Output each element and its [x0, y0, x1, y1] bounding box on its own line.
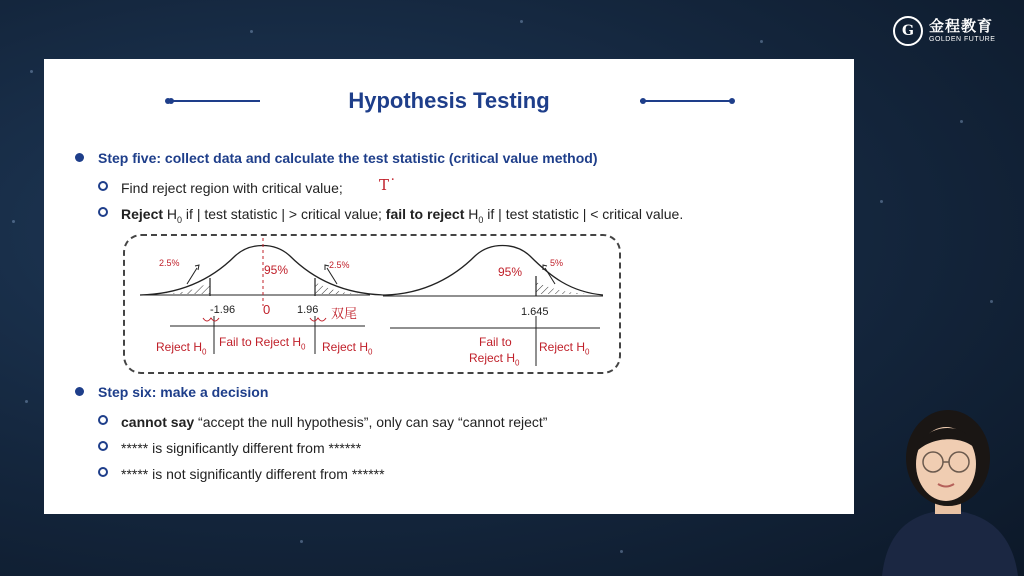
background-star: [760, 40, 763, 43]
step-five-item-1: Find reject region with critical value;: [121, 180, 343, 196]
golden-future-logo-icon: G: [893, 16, 923, 46]
left-center-pct: 95%: [264, 263, 289, 277]
presenter-video: [872, 400, 1024, 576]
right-tail-pct: 2.5%: [329, 260, 350, 270]
arrow-right-tail: [327, 268, 337, 284]
slide-title: Hypothesis Testing: [348, 88, 550, 113]
step-five-heading: Step five: collect data and calculate the test statistic (critical value method): [98, 150, 598, 166]
filled-circle-bullet-icon: [75, 153, 84, 162]
fail-to-reject-region: Fail to Reject $H_0$: [219, 335, 306, 352]
handwritten-two-tailed-note: 双尾: [331, 307, 358, 322]
step-six-item-2: ***** is significantly different from ******: [121, 440, 362, 456]
background-star: [880, 200, 883, 203]
hollow-circle-bullet-icon: [98, 415, 108, 425]
handwritten-bracket-right: [310, 318, 326, 321]
background-star: [960, 120, 963, 123]
brand-logo: [893, 16, 995, 46]
background-star: [300, 540, 303, 543]
fail-to-reject-single-line2: Reject $H_0$: [469, 351, 520, 368]
arrow-left-head: [195, 265, 199, 270]
background-star: [30, 70, 33, 73]
reject-region-left: Reject $H_0$: [156, 340, 207, 357]
step-six-item-1: cannot say “accept the null hypothesis”, only can say “cannot reject”: [121, 414, 548, 430]
background-star: [250, 30, 253, 33]
reject-region-right: Reject $H_0$: [322, 340, 373, 357]
presenter-body: [882, 510, 1018, 576]
critical-region-figure: [123, 234, 621, 374]
background-star: [12, 220, 15, 223]
fail-to-reject-single-line1: Fail to: [479, 335, 512, 349]
left-tail-pct: 2.5%: [159, 258, 180, 268]
reject-single-region: Reject $H_0$: [539, 340, 590, 357]
crit-single-value: 1.645: [521, 306, 549, 318]
step-five-item-2: Reject $H_0$ if | test statistic | > critical value; fail to reject $H_0$ if | test statistic | < critical value.: [121, 206, 684, 225]
filled-circle-bullet-icon: [75, 387, 84, 396]
hollow-circle-bullet-icon: [98, 181, 108, 191]
crit-left-value: -1.96: [210, 304, 236, 316]
crit-right-value: 1.96: [297, 304, 319, 316]
handwritten-note-t: T˙: [379, 176, 397, 194]
step-six-item-3: ***** is not significantly different from ******: [121, 466, 385, 482]
single-center-pct: 95%: [498, 265, 523, 279]
handwritten-zero: 0: [263, 302, 271, 317]
brand-name-en: GOLDEN FUTURE: [929, 36, 996, 43]
background-star: [520, 20, 523, 23]
background-star: [990, 300, 993, 303]
hollow-circle-bullet-icon: [98, 207, 108, 217]
one-tailed-curve: [385, 246, 603, 296]
step-six-heading: Step six: make a decision: [98, 384, 269, 400]
background-star: [25, 400, 28, 403]
hollow-circle-bullet-icon: [98, 467, 108, 477]
hollow-circle-bullet-icon: [98, 441, 108, 451]
slide-panel: [44, 59, 854, 514]
brand-name-cn: 金程教育: [929, 17, 994, 35]
handwritten-bracket-left: [203, 318, 219, 321]
single-tail-pct: 5%: [550, 258, 564, 268]
arrow-left-tail: [187, 268, 197, 284]
background-star: [620, 550, 623, 553]
